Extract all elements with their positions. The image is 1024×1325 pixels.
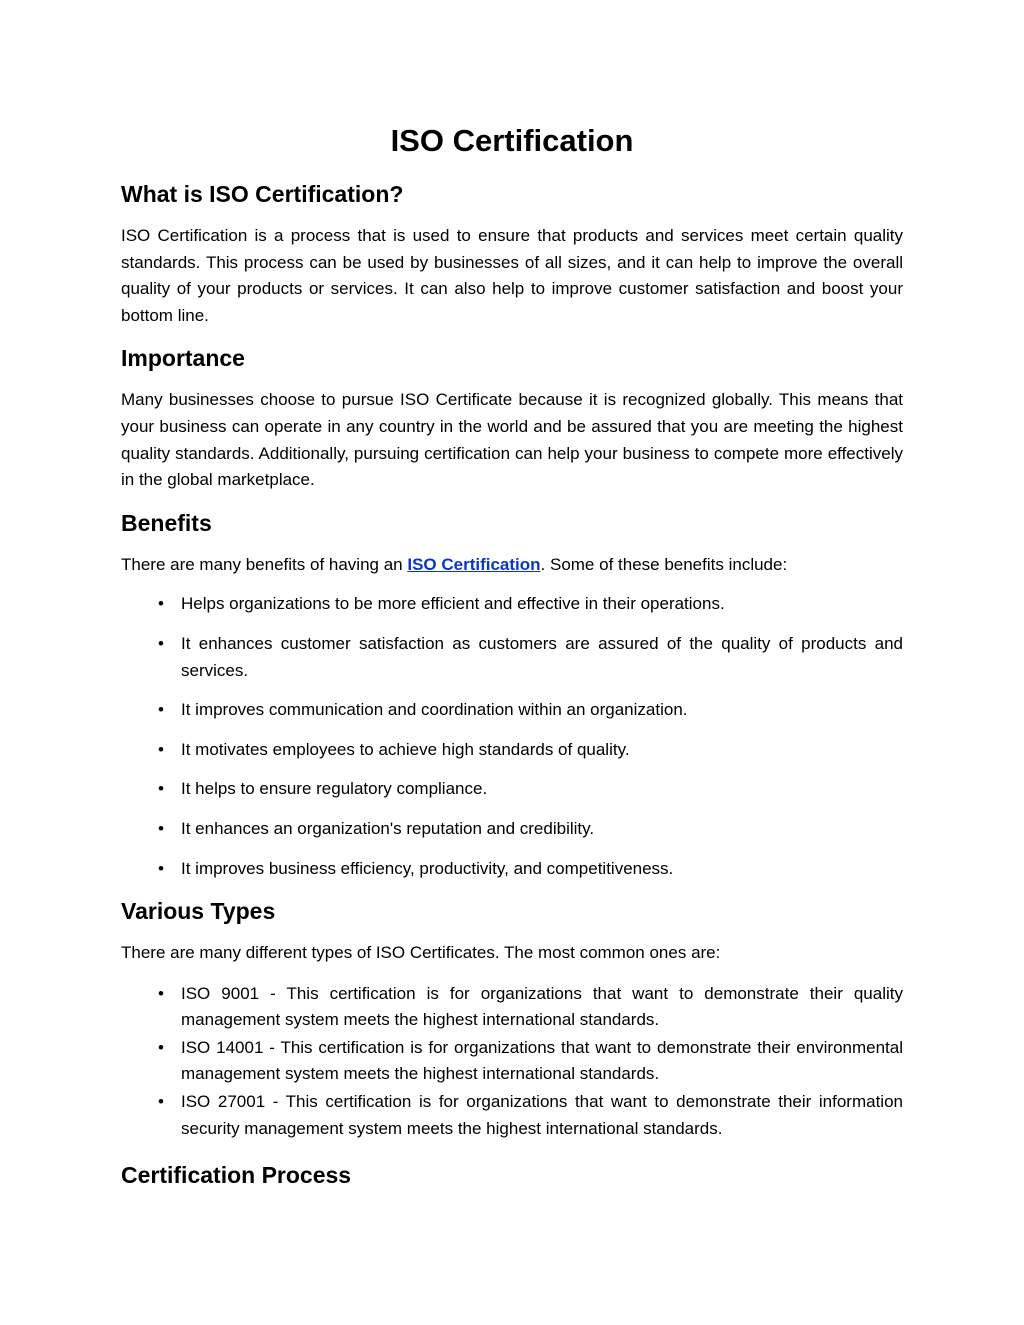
- bullet-icon: •: [158, 858, 164, 878]
- heading-various-types: Various Types: [121, 898, 276, 925]
- paragraph-what-is-iso: ISO Certification is a process that is used to ensure that products and services meet certain quality standards. This process can be used by businesses of all sizes, and it can help to improve the overall quality of your products or services. It can also help to improve customer satisfaction and boost your bottom line.: [121, 226, 903, 325]
- list-item: [121, 631, 903, 684]
- list-item: [121, 697, 903, 724]
- list-item: [121, 981, 903, 1034]
- list-item: [121, 737, 903, 764]
- iso-certification-link[interactable]: ISO Certification: [407, 554, 541, 574]
- list-item-text: It improves communication and coordination within an organization.: [181, 700, 688, 720]
- types-list: [121, 981, 903, 1143]
- bullet-icon: •: [158, 700, 164, 720]
- benefits-intro-text-end: . Some of these benefits include:: [540, 554, 788, 574]
- bullet-icon: •: [158, 1092, 164, 1112]
- list-item-text: ISO 14001 - This certification is for organizations that want to demonstrate their environmental management system meets the highest international standards.: [181, 1037, 903, 1084]
- list-item-text: Helps organizations to be more efficient and effective in their operations.: [181, 594, 725, 614]
- bullet-icon: •: [158, 594, 164, 614]
- list-item-text: It improves business efficiency, productivity, and competitiveness.: [181, 858, 674, 878]
- list-item: [121, 856, 903, 883]
- bullet-icon: •: [158, 739, 164, 759]
- bullet-icon: •: [158, 818, 164, 838]
- bullet-icon: •: [158, 1037, 164, 1057]
- list-item-text: ISO 9001 - This certification is for organizations that want to demonstrate their quality management system meets the highest international standards.: [181, 983, 903, 1030]
- heading-certification-process: Certification Process: [121, 1162, 352, 1189]
- paragraph-types-intro: There are many different types of ISO Certificates. The most common ones are:: [121, 943, 721, 963]
- document-title: ISO Certification: [390, 123, 634, 158]
- list-item-text: It helps to ensure regulatory compliance.: [181, 779, 488, 799]
- bullet-icon: •: [158, 779, 164, 799]
- list-item-text: It enhances customer satisfaction as customers are assured of the quality of products and services.: [181, 633, 903, 680]
- list-item-text: It enhances an organization's reputation and credibility.: [181, 818, 595, 838]
- list-item-text: ISO 27001 - This certification is for organizations that want to demonstrate their information security management system meets the highest international standards.: [181, 1092, 903, 1138]
- list-item-text: It motivates employees to achieve high standards of quality.: [181, 739, 630, 759]
- heading-importance: Importance: [121, 345, 245, 372]
- list-item: [121, 816, 903, 843]
- bullet-icon: •: [158, 633, 164, 653]
- list-item: [121, 591, 903, 618]
- list-item: [121, 1089, 903, 1142]
- benefits-intro-text: There are many benefits of having an: [121, 554, 408, 574]
- benefits-list: [121, 591, 903, 882]
- list-item: [121, 776, 903, 803]
- list-item: [121, 1035, 903, 1088]
- bullet-icon: •: [158, 983, 164, 1003]
- paragraph-importance: Many businesses choose to pursue ISO Certificate because it is recognized globally. This means that your business can operate in any country in the world and be assured that you are meeting the highest quality standards. Additionally, pursuing certification can help your business to compete more effectively in the global marketplace.: [121, 390, 903, 490]
- paragraph-benefits-intro: [121, 552, 903, 579]
- heading-what-is-iso: What is ISO Certification?: [121, 181, 404, 207]
- document-content: [121, 118, 903, 1192]
- heading-benefits: Benefits: [121, 509, 212, 536]
